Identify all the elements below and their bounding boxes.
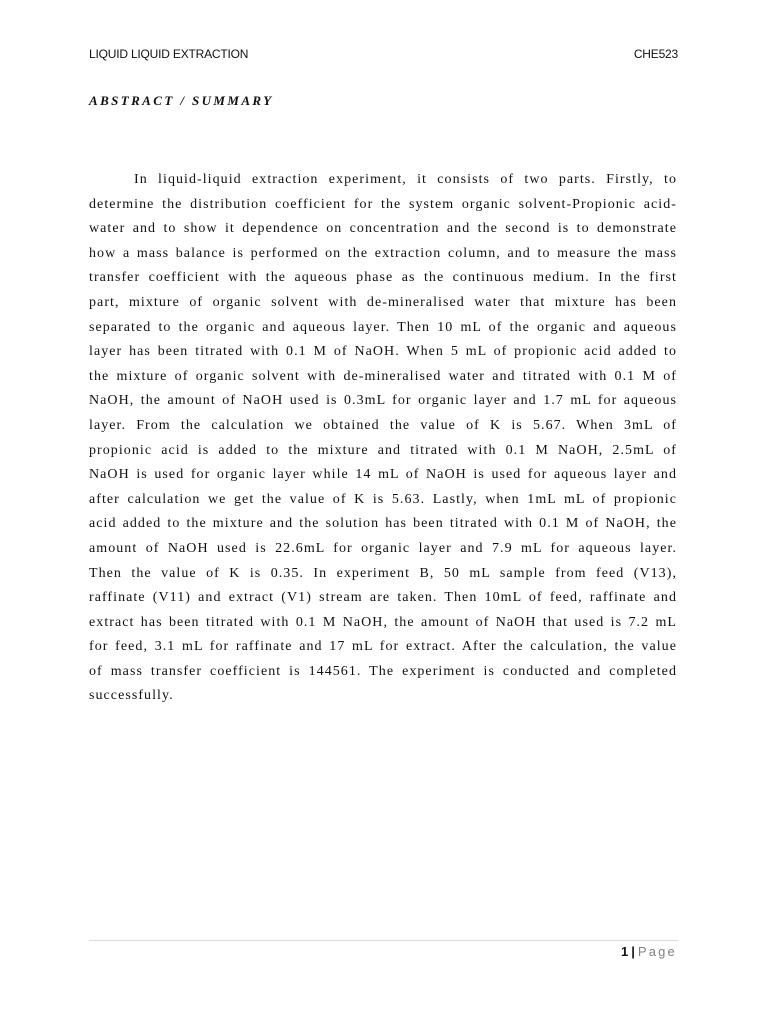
- header-course-code: CHE523: [633, 47, 678, 61]
- page-label: Page: [637, 944, 677, 959]
- page-number: 1: [620, 944, 629, 959]
- abstract-paragraph: In liquid-liquid extraction experiment, it consists of two parts. Firstly, to determine the distribution coefficient for the system organic solvent-Propionic acid-water and to show it dependence on concentration and the second is to demonstrate how a mass balance is performed on the extraction column, and to measure the mass transfer coefficient with the aqueous phase as the continuous medium. In the first part, mixture of organic solvent with de-mineralised water that mixture has been separated to the organic and aqueous layer. Then 10 mL of the organic and aqueous layer has been titrated with 0.1 M of NaOH. When 5 mL of propionic acid added to the mixture of organic solvent with de-mineralised water and titrated with 0.1 M of NaOH, the amount of NaOH used is 0.3mL for organic layer and 1.7 mL for aqueous layer. From the calculation we obtained the value of K is 5.67. When 3mL of propionic acid is added to the mixture and titrated with 0.1 M NaOH, 2.5mL of NaOH is used for organic layer while 14 mL of NaOH is used for aqueous layer and after calculation we get the value of K is 5.63. Lastly, when 1mL mL of propionic acid added to the mixture and the solution has been titrated with 0.1 M of NaOH, the amount of NaOH used is 22.6mL for organic layer and 7.9 mL for aqueous layer. Then the value of K is 0.35. In experiment B, 50 mL sample from feed (V13), raffinate (V11) and extract (V1) stream are taken. Then 10mL of feed, raffinate and extract has been titrated with 0.1 M NaOH, the amount of NaOH that used is 7.2 mL for feed, 3.1 mL for raffinate and 17 mL for extract. After the calculation, the value of mass transfer coefficient is 144561. The experiment is conducted and completed successfully.: [89, 172, 677, 704]
- header-document-title: LIQUID LIQUID EXTRACTION: [89, 47, 249, 61]
- page-separator: |: [631, 944, 635, 959]
- footer-page-number: [621, 944, 677, 959]
- section-heading: ABSTRACT / SUMMARY: [89, 93, 274, 108]
- footer-divider: [89, 940, 678, 941]
